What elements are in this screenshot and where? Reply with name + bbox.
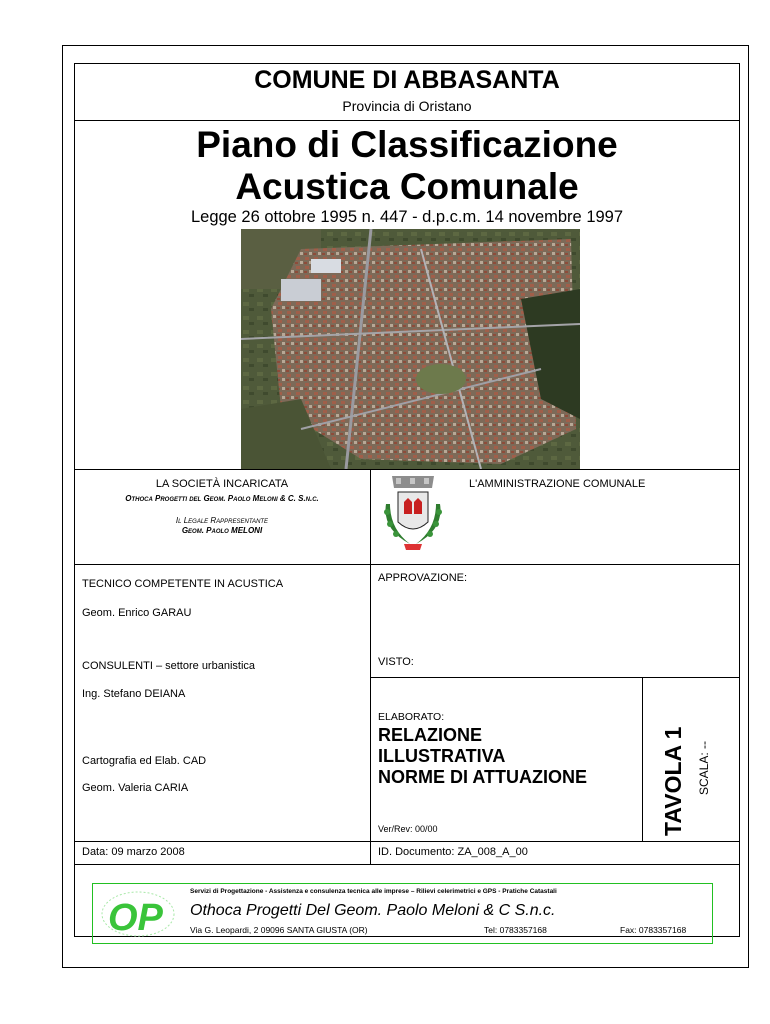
id-documento: ID. Documento: ZA_008_A_00: [378, 846, 528, 858]
consulenti-label: CONSULENTI – settore urbanistica: [82, 660, 256, 672]
tavola-label: TAVOLA 1: [660, 726, 686, 836]
societa-name: [74, 494, 370, 503]
visto-label: VISTO:: [378, 656, 414, 668]
company-services: Servizi di Progettazione - Assistenza e consulenza tecnica alle imprese – Rilievi celerimetrici e GPS - Pratiche Catastali: [190, 888, 557, 895]
elaborato-label: ELABORATO:: [378, 711, 445, 723]
elaborato-title: [378, 725, 587, 788]
elaborato-line-3: NORME DI ATTUAZIONE: [378, 767, 587, 787]
visto-divider: [370, 677, 740, 678]
table-center-divider: [370, 469, 371, 864]
consulenti-name: Ing. Stefano DEIANA: [82, 688, 186, 700]
tecnico-name: Geom. Enrico GARAU: [82, 607, 192, 619]
coat-of-arms: [378, 474, 448, 560]
title-line-2: Acustica Comunale: [235, 166, 579, 207]
aerial-photo-graphic: [241, 229, 580, 469]
company-logo-text: OP: [108, 897, 163, 939]
data-label: Data: 09 marzo 2008: [82, 846, 185, 858]
provincia-subtitle: Provincia di Oristano: [342, 98, 472, 114]
version-label: Ver/Rev: 00/00: [378, 824, 438, 834]
company-logo: [98, 888, 178, 940]
approvazione-label: APPROVAZIONE:: [378, 572, 468, 584]
scala-label: SCALA: --: [697, 740, 711, 795]
cad-name: Geom. Valeria CARIA: [82, 782, 189, 794]
rep-label-text: Il Legale Rappresentante: [175, 516, 269, 525]
elaborato-line-1: RELAZIONE: [378, 725, 483, 745]
aerial-photo: [241, 229, 580, 469]
footer-bottom-line: [74, 864, 740, 865]
table-top-line: [74, 469, 740, 470]
cad-label: Cartografia ed Elab. CAD: [82, 755, 207, 767]
rep-name-text: Geom. Paolo MELONI: [181, 526, 263, 535]
legge-reference: Legge 26 ottobre 1995 n. 447 - d.p.c.m. 14 novembre 1997: [190, 208, 624, 226]
societa-label: LA SOCIETÀ INCARICATA: [155, 478, 289, 490]
elaborato-line-2: ILLUSTRATIVA: [378, 746, 506, 766]
tavola-divider: [642, 677, 643, 841]
signature-divider: [74, 564, 740, 565]
rep-name: [74, 526, 370, 535]
title-line-1: Piano di Classificazione: [196, 124, 618, 165]
header-divider: [74, 120, 740, 121]
amministrazione-label: L'AMMINISTRAZIONE COMUNALE: [469, 478, 646, 490]
rep-label: [74, 516, 370, 525]
company-tel: Tel: 0783357168: [484, 925, 547, 935]
company-logo-icon: [98, 888, 178, 940]
company-fax: Fax: 0783357168: [620, 925, 687, 935]
coat-of-arms-icon: [378, 474, 448, 560]
footer-divider: [74, 841, 740, 842]
tecnico-label: TECNICO COMPETENTE IN ACUSTICA: [82, 578, 284, 590]
societa-name-text: Othoca Progetti del Geom. Paolo Meloni & C. S.n.c.: [125, 494, 319, 503]
comune-title: COMUNE DI ABBASANTA: [254, 66, 560, 94]
company-address: Via G. Leopardi, 2 09096 SANTA GIUSTA (OR): [190, 925, 368, 935]
document-title: [74, 124, 740, 208]
company-name: Othoca Progetti Del Geom. Paolo Meloni & C S.n.c.: [190, 902, 556, 919]
